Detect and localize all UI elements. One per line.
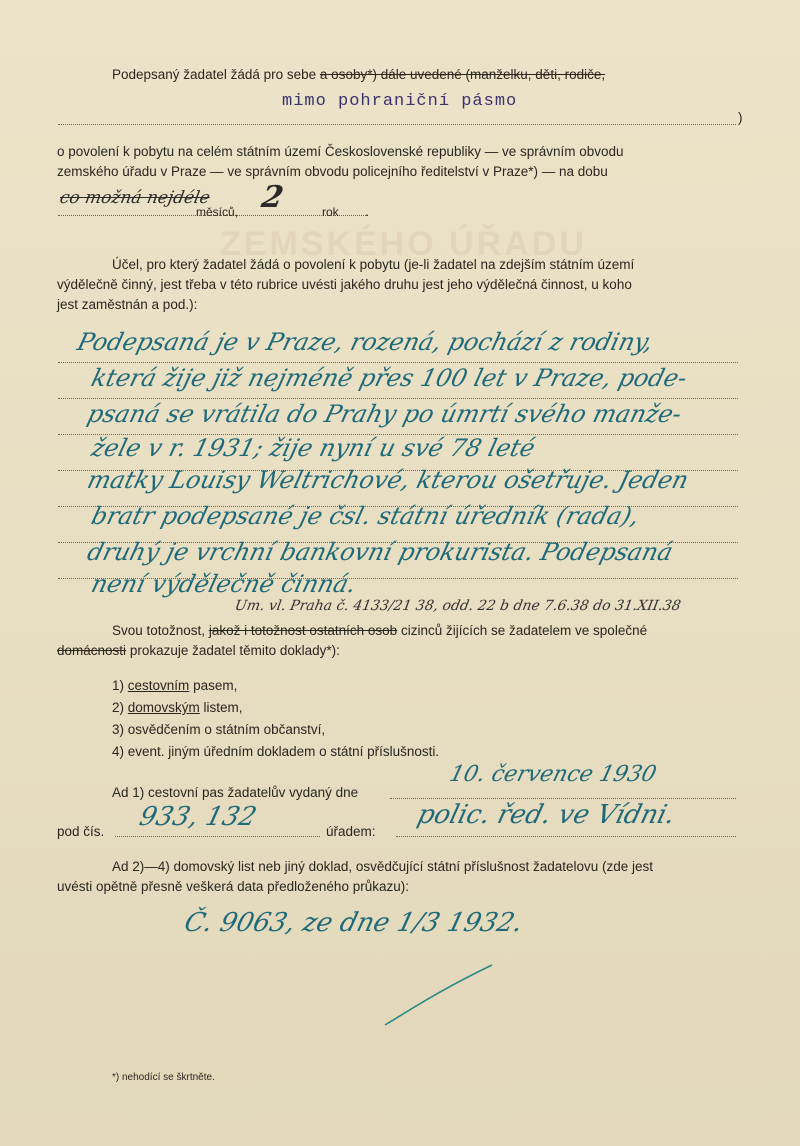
purpose-line-1: Účel, pro který žadatel žádá o povolení k pobytu (je-li žadatel na zdejším státním území: [112, 257, 635, 272]
permit-line-2: zemského úřadu v Praze — ve správním obvodu policejního ředitelství v Praze*) — na dobu: [57, 164, 608, 179]
doc-item: [112, 720, 325, 740]
doc-item-num: 4): [112, 744, 125, 759]
office-label: úřadem:: [326, 824, 376, 839]
doc-item-num: 2): [112, 700, 125, 715]
purpose-handwritten-line: druhý je vrchní bankovní prokurista. Podepsaná: [84, 538, 676, 566]
fill-line: [58, 124, 736, 125]
fill-line: [58, 398, 738, 399]
header-intro: Podepsaný žadatel žádá pro sebe: [112, 67, 317, 82]
passport-number-label: pod čís.: [57, 824, 105, 839]
margin-note: Um. vl. Praha č. 4133/21 38, odd. 22 b dne 7.6.38 do 31.XII.38: [233, 598, 683, 614]
purpose-handwritten-line: žele v r. 1931; žije nyní u své 78 leté: [88, 434, 538, 462]
doc-item-text: event. jiným úředním dokladem o státní příslušnosti.: [127, 744, 440, 759]
identity-struck: jakož i totožnost ostatních osob: [208, 623, 398, 638]
identity-tail: cizinců žijících se žadatelem ve společné: [400, 623, 648, 638]
fill-line: [396, 836, 736, 837]
pen-stroke: [380, 960, 500, 1030]
doc-item-num: 1): [112, 678, 125, 693]
purpose-handwritten-line: matky Louisy Weltrichové, kterou ošetřuje. Jeden: [84, 466, 692, 494]
identity-line-2: [57, 641, 340, 661]
doc-item-text: osvědčením o státním občanství,: [127, 722, 326, 737]
domicile-handwritten: Č. 9063, ze dne 1/3 1932.: [181, 908, 526, 938]
fill-line: [115, 836, 320, 837]
doc-item-underlined: domovským: [127, 700, 200, 715]
doc-item: [112, 676, 237, 696]
purpose-handwritten-line: není výdělečně činná.: [88, 570, 360, 598]
purpose-handwritten-line: Podepsaná je v Praze, rozená, pochází z rodiny,: [74, 328, 657, 356]
doc-item: [112, 698, 243, 718]
permit-line-1: o povolení k pobytu na celém státním území Československé republiky — ve správním obvodu: [57, 144, 624, 159]
purpose-line-2: výdělečně činný, jest třeba v této rubrice uvésti jakého druhu jest jeho výdělečná činnost, u koho: [57, 277, 632, 292]
typed-zone: mimo pohraniční pásmo: [282, 92, 518, 111]
end-dot: .: [365, 204, 369, 219]
months-label: měsíců,: [196, 205, 239, 219]
passport-label: Ad 1) cestovní pas žadatelův vydaný dne: [112, 785, 359, 800]
doc-item-underlined: cestovním: [127, 678, 190, 693]
passport-office: polic. řed. ve Vídni.: [414, 800, 679, 830]
identity-line-1: [112, 621, 647, 641]
passport-date: 10. července 1930: [446, 762, 659, 787]
faded-stamp: ZEMSKÉHO ÚŘADU: [220, 225, 587, 263]
doc-item-text: pasem,: [189, 678, 238, 693]
fill-line: [58, 362, 738, 363]
passport-number: 933, 132: [136, 802, 260, 832]
header-struck-text: a osoby*) dále uvedené (manželku, děti, rodiče,: [319, 67, 606, 82]
identity-tail-2: prokazuje žadatel těmito doklady*):: [129, 643, 340, 658]
doc-item: [112, 742, 439, 762]
identity-intro: Svou totožnost,: [112, 623, 206, 638]
purpose-handwritten-line: bratr podepsané je čsl. státní úředník (rada),: [88, 502, 643, 530]
doc-item-num: 3): [112, 722, 125, 737]
identity-struck-2: domácnosti: [57, 643, 127, 658]
doc-item-text: listem,: [199, 700, 243, 715]
domicile-line-2: uvésti opětně přesně veškerá data předloženého průkazu):: [57, 879, 409, 894]
purpose-handwritten-line: která žije již nejméně přes 100 let v Praze, pode-: [88, 364, 690, 392]
purpose-line-3: jest zaměstnán a pod.):: [57, 297, 198, 312]
footnote: *) nehodící se škrtněte.: [112, 1072, 215, 1083]
header-line: [112, 65, 605, 85]
years-label: rok: [322, 205, 339, 219]
purpose-handwritten-line: psaná se vrátila do Prahy po úmrtí svého manže-: [84, 400, 685, 428]
fill-line: [390, 798, 736, 799]
close-paren: ): [738, 110, 743, 125]
years-handwritten: 2: [258, 180, 286, 215]
duration-handwritten: co možná nejdéle: [58, 188, 212, 208]
domicile-line-1: Ad 2)—4) domovský list neb jiný doklad, osvědčující státní příslušnost žadatelovu (zde jest: [112, 859, 654, 874]
